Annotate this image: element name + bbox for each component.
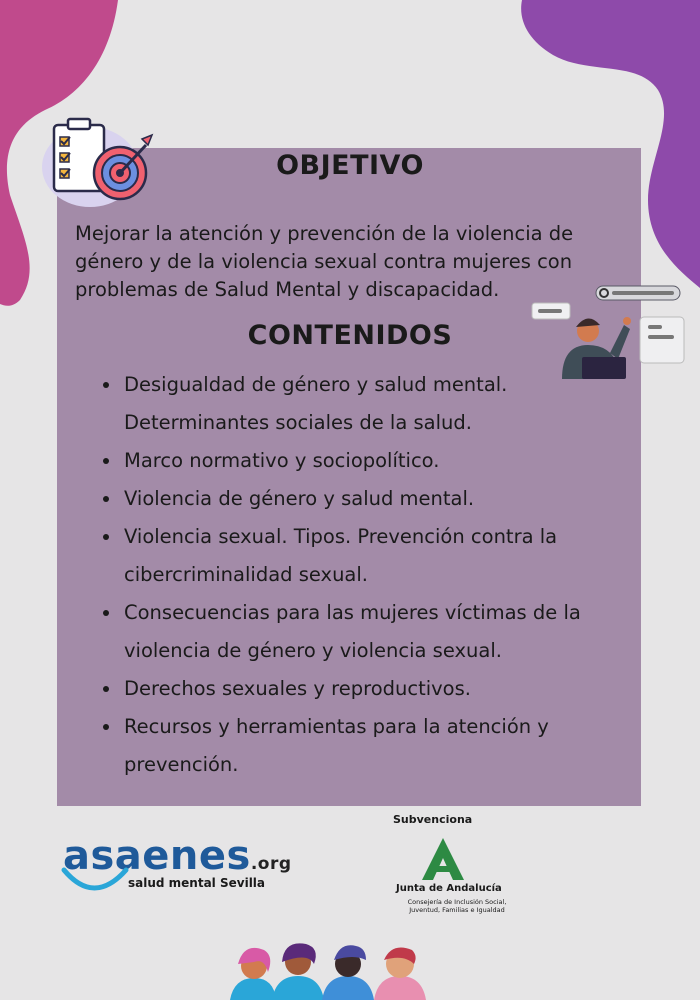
list-item: • Derechos sexuales y reproductivos.: [122, 670, 647, 708]
junta-subtitle: Consejería de Inclusión Social, Juventud, Familias e Igualdad: [407, 898, 507, 914]
junta-name: Junta de Andalucía: [396, 883, 502, 894]
objetivo-heading: OBJETIVO: [276, 150, 424, 181]
list-item: • Consecuencias para las mujeres víctimas de la violencia de género y violencia sexual.: [122, 594, 647, 670]
list-item: • Violencia sexual. Tipos. Prevención contra la cibercriminalidad sexual.: [122, 518, 647, 594]
asaenes-subtitle: salud mental Sevilla: [128, 876, 266, 890]
subvenciona-label: Subvenciona: [393, 813, 473, 826]
smile-logo-icon: [60, 864, 130, 896]
women-group-illustration: [226, 940, 436, 1000]
asaenes-org: .org: [250, 854, 292, 874]
list-item: • Violencia de género y salud mental.: [122, 480, 647, 518]
list-item: • Desigualdad de género y salud mental. Determinantes sociales de la salud.: [122, 366, 647, 442]
junta-andalucia-logo: [420, 836, 466, 882]
list-item: • Marco normativo y sociopolítico.: [122, 442, 647, 480]
contenidos-heading: CONTENIDOS: [247, 320, 453, 351]
list-item: • Recursos y herramientas para la atención y prevención.: [122, 708, 647, 784]
objetivo-text: Mejorar la atención y prevención de la violencia de género y de la violencia sexual contra mujeres con problemas de Salud Mental y discapacidad.: [75, 222, 574, 301]
asaenes-name: asaenes: [63, 833, 251, 879]
contenidos-list: [98, 366, 647, 784]
